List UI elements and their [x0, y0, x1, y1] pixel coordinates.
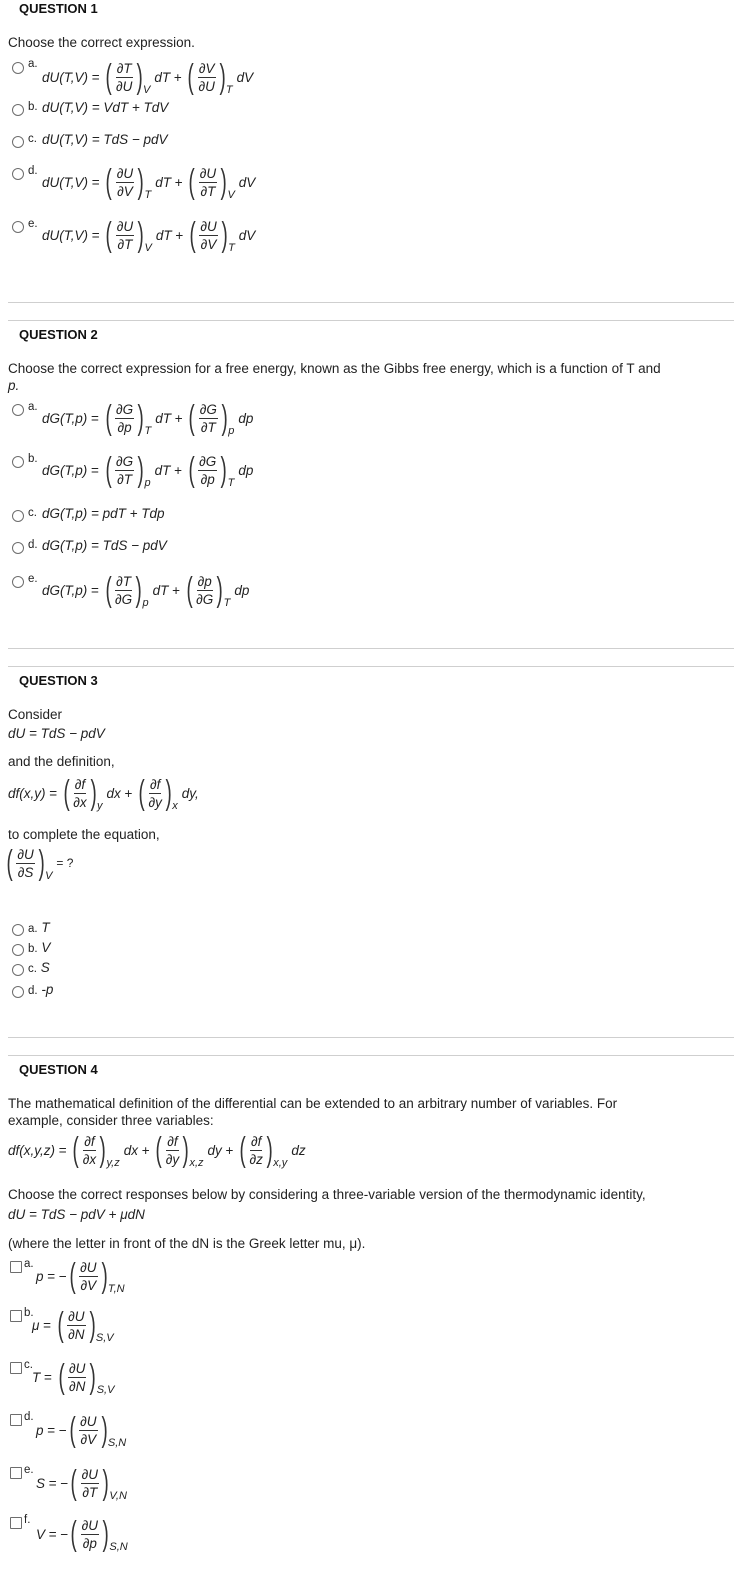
q1-option-c-radio[interactable] — [12, 136, 24, 148]
q4-option-a-label: a. — [24, 1258, 34, 1270]
q3-and-definition: and the definition, — [8, 754, 115, 769]
q4-identity: dU = TdS − pdV + μdN — [8, 1207, 145, 1222]
q1-option-c-label: c. — [28, 133, 37, 145]
q1-option-a-radio[interactable] — [12, 62, 24, 74]
q4-option-e-checkbox[interactable] — [10, 1467, 22, 1479]
q4-prompt-line1: The mathematical definition of the differential can be extended to an arbitrary number of variables. For — [8, 1096, 618, 1111]
q1-prompt: Choose the correct expression. — [8, 35, 195, 50]
q1-option-e-radio[interactable] — [12, 221, 24, 233]
q1-option-b-text: dU(T,V) = VdT + TdV — [42, 100, 169, 115]
q1-option-a-label: a. — [28, 58, 38, 70]
q3-to-complete: to complete the equation, — [8, 827, 160, 842]
q2-option-b-radio[interactable] — [12, 456, 24, 468]
q4-three-variable-definition: df(x,y,z) = ( $\frac{\partial f}{\partial x}$ ) y,z dx + ( $\frac{\partial f}{\partial y}$ ) x,z dy + ( $\frac{\partial f}{\partial z}$ ) x,y dz — [8, 1131, 306, 1169]
q4-choose-line: Choose the correct responses below by considering a three-variable version of the thermodynamic identity, — [8, 1187, 646, 1202]
q3-equals-question: = ? — [56, 856, 74, 870]
q3-option-c: c. S — [28, 960, 50, 975]
q2-option-e-radio[interactable] — [12, 576, 24, 588]
q1-option-a-equation: dU(T,V) = ( $\frac{\partial T}{\partial U}$ ) V dT + ( $\frac{\partial V}{\partial U}$ ) T dV — [42, 58, 254, 96]
q4-option-c-equation: T = ( $\frac{\partial U}{\partial N}$ ) S,V — [32, 1358, 115, 1396]
q3-title: QUESTION 3 — [19, 673, 98, 688]
q4-option-f-checkbox[interactable] — [10, 1517, 22, 1529]
q3-equation-du: dU = TdS − pdV — [8, 726, 105, 741]
q4-option-f-label: f. — [24, 1514, 31, 1526]
q3-option-a: a. T — [28, 920, 50, 935]
q4-option-b-equation: μ = ( $\frac{\partial U}{\partial N}$ ) S,V — [32, 1306, 114, 1344]
q3-option-b: b. V — [28, 940, 51, 955]
q4-option-d-equation: p = − ( $\frac{\partial U}{\partial V}$ ) S,N — [36, 1411, 127, 1449]
q2-option-c-text: dG(T,p) = pdT + Tdp — [42, 506, 165, 521]
q3-option-c-radio[interactable] — [12, 964, 24, 976]
q2-option-a-radio[interactable] — [12, 404, 24, 416]
q4-where-line: (where the letter in front of the dN is the Greek letter mu, μ). — [8, 1236, 366, 1251]
q2-option-d-radio[interactable] — [12, 542, 24, 554]
separator — [8, 302, 734, 303]
q4-option-e-equation: S = − ( $\frac{\partial U}{\partial T}$ ) V,N — [36, 1464, 127, 1502]
q2-option-e-equation: dG(T,p) = ( $\frac{\partial T}{\partial G}$ ) p dT + ( $\frac{\partial p}{\partial G}$ ) T dp — [42, 571, 250, 609]
q3-option-a-radio[interactable] — [12, 924, 24, 936]
q1-option-d-radio[interactable] — [12, 168, 24, 180]
q4-option-f-equation: V = − ( $\frac{\partial U}{\partial p}$ ) S,N — [36, 1515, 128, 1553]
q4-option-a-checkbox[interactable] — [10, 1261, 22, 1273]
q3-partial-du-ds: ( $\frac{\partial U}{\partial S}$ ) V = ? — [6, 844, 74, 882]
q2-option-c-label: c. — [28, 507, 37, 519]
q3-option-d-radio[interactable] — [12, 986, 24, 998]
separator — [8, 666, 734, 667]
q3-definition-equation: df(x,y) = ( $\frac{\partial f}{\partial x}$ ) y dx + ( $\frac{\partial f}{\partial y}$ ) x dy, — [8, 774, 199, 812]
q3-option-d: d. -p — [28, 982, 54, 997]
q4-option-e-label: e. — [24, 1464, 34, 1476]
q3-option-b-radio[interactable] — [12, 944, 24, 956]
q4-option-a-equation: p = − ( $\frac{\partial U}{\partial V}$ ) T,N — [36, 1257, 125, 1295]
q4-option-b-checkbox[interactable] — [10, 1310, 22, 1322]
q4-option-c-checkbox[interactable] — [10, 1362, 22, 1374]
separator — [8, 1055, 734, 1056]
q1-option-e-equation: dU(T,V) = ( $\frac{\partial U}{\partial T}$ ) V dT + ( $\frac{\partial U}{\partial V}$ ) T dV — [42, 216, 256, 254]
q2-option-e-label: e. — [28, 573, 38, 585]
q1-option-c-text: dU(T,V) = TdS − pdV — [42, 132, 168, 147]
q1-option-d-label: d. — [28, 165, 38, 177]
q4-title: QUESTION 4 — [19, 1062, 98, 1077]
q4-option-b-label: b. — [24, 1307, 34, 1319]
q2-prompt-line1: Choose the correct expression for a free energy, known as the Gibbs free energy, which is a function of T and — [8, 361, 661, 376]
q2-option-d-text: dG(T,p) = TdS − pdV — [42, 538, 167, 553]
q2-option-b-label: b. — [28, 453, 38, 465]
q4-option-d-checkbox[interactable] — [10, 1414, 22, 1426]
q2-title: QUESTION 2 — [19, 327, 98, 342]
q2-option-b-equation: dG(T,p) = ( $\frac{\partial G}{\partial T}$ ) p dT + ( $\frac{\partial G}{\partial p}$ ) T dp — [42, 451, 254, 489]
q4-option-d-label: d. — [24, 1411, 34, 1423]
q2-option-a-equation: dG(T,p) = ( $\frac{\partial G}{\partial p}$ ) T dT + ( $\frac{\partial G}{\partial T}$ ) p dp — [42, 399, 254, 437]
q2-option-d-label: d. — [28, 539, 38, 551]
q3-consider: Consider — [8, 707, 63, 722]
q1-option-e-label: e. — [28, 218, 38, 230]
q2-prompt-line2: p. — [8, 378, 20, 393]
q4-option-c-label: c. — [24, 1359, 33, 1371]
q1-option-b-label: b. — [28, 101, 38, 113]
q1-title: QUESTION 1 — [19, 1, 98, 16]
q2-option-a-label: a. — [28, 401, 38, 413]
q4-prompt-line2: example, consider three variables: — [8, 1113, 214, 1128]
separator — [8, 1037, 734, 1038]
q1-option-d-equation: dU(T,V) = ( $\frac{\partial U}{\partial V}$ ) T dT + ( $\frac{\partial U}{\partial T}$ ) V dV — [42, 163, 256, 201]
q1-option-b-radio[interactable] — [12, 104, 24, 116]
q2-option-c-radio[interactable] — [12, 510, 24, 522]
separator — [8, 320, 734, 321]
separator — [8, 648, 734, 649]
